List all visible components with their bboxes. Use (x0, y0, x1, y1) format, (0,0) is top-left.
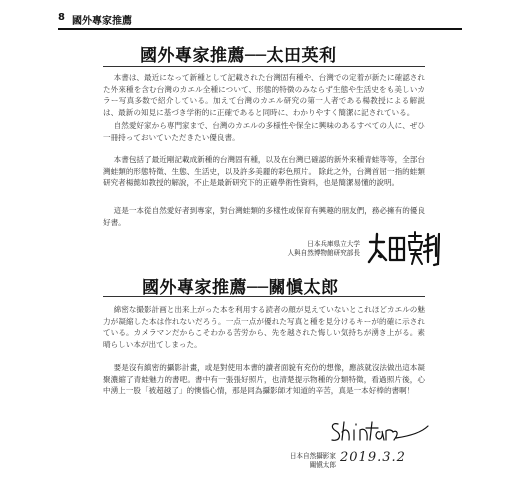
title-underline (103, 66, 425, 67)
section-title-seki: 國外專家推薦──關愼太郎 (142, 278, 339, 298)
paragraph-ota-jp-2: 自然愛好家から専門家まで、台灣のカエルの多様性や保全に興味のあるすべての人に、ぜひ一冊持っておいていただきたい優良書。 (103, 121, 425, 142)
affiliation-line: 日本兵庫県立大学 (307, 240, 360, 248)
section-title-ota: 國外專家推薦──太田英利 (140, 46, 337, 66)
affiliation-line: 人與自然博物館研究部長 (287, 249, 360, 257)
paragraph-ota-jp-1: 本書は、最近になって新種として記載された台灣固有種や、台灣での定着が新たに確認された外來種を含む台灣のカエル全種について、形態的特徴のみならず生態や生活史をも美しいカラー写真多数で紹介している。加えて台灣のカエル研究の第一人者である楊教授による解説は、最新の知見に基づき学術的に正確であると同時に、わかりやすく簡潔に記されている。 (103, 73, 425, 117)
running-header (58, 10, 462, 30)
paragraph-seki-zh: 要是沒有縝密的攝影計畫，或是對使用本書的讀者面貌有充份的想像，應該就沒法做出這本凝聚濃縮了青蛙魅力的書吧。書中有一張張好照片，也清楚提示物種的分類特徵，看過照片後，心中湧上一股「被超越了」的懊惱心情，那是同為攝影師才知道的辛苦，真是一本好棒的書啊！ (103, 363, 425, 396)
affiliation-ota (250, 240, 360, 258)
affiliation-line: 日本自然攝影家 (289, 452, 336, 460)
title-underline (103, 296, 425, 297)
signature-date: 2019.3.2 (340, 450, 406, 465)
paragraph-ota-zh-2: 這是一本從自然愛好者到專家，對台灣蛙類的多樣性或保育有興趣的朋友們，務必擁有的優良好書。 (103, 206, 425, 227)
paragraph-ota-zh-1: 本書包括了最近剛記載成新種的台灣固有種，以及在台灣已確認的新外來種青蛙等等，全部台灣蛙類的形態特徵、生態、生活史，以及許多美麗的彩色照片。 除此之外，台灣首屈一指的蛙類研究者楊懿如教授的解說，不止是最新研究下的正確學術性資料，也是簡潔易懂的說明。 (103, 155, 425, 188)
paragraph-seki-jp: 綿密な撮影計画と出来上がった本を利用する読者の顔が見えていないとこれほどカエルの魅力が凝縮した本は作れないだろう。一点一点が優れた写真と種を見分けるキーが的確に示されている。カメラマンだからこそわかる苦労から、先を越された悔しい気持ちが湧き上がる。素晴らしい本が出てしまった。 (103, 305, 425, 349)
page-number: 8 (58, 12, 65, 23)
affiliation-seki (258, 452, 336, 470)
affiliation-line: 關愼太郎 (309, 461, 336, 469)
running-section-title: 國外專家推薦 (72, 16, 132, 27)
